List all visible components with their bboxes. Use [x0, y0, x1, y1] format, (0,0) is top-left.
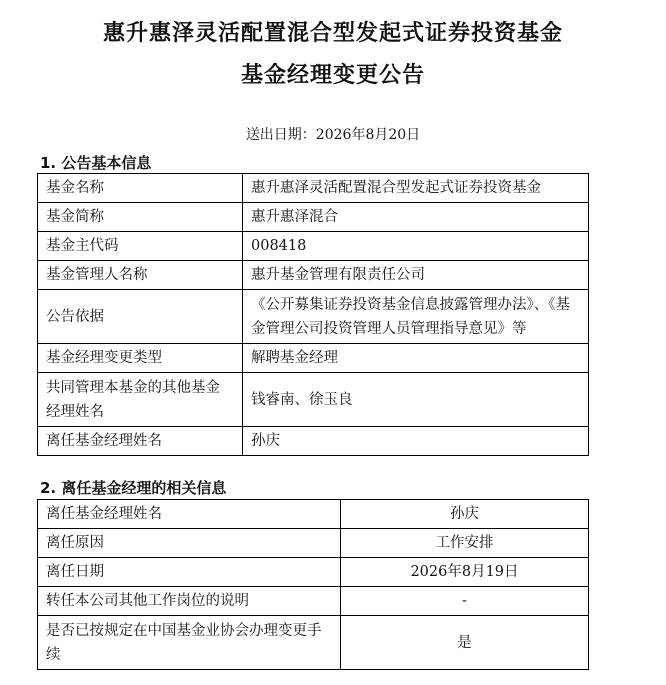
table-row [38, 203, 589, 232]
table-row [38, 373, 589, 427]
document-title: 惠升惠泽灵活配置混合型发起式证券投资基金 [102, 21, 563, 46]
table-row [38, 529, 589, 558]
row-value: 钱睿南、徐玉良 [243, 373, 589, 427]
release-date: 送出日期：2026年8月20日 [245, 127, 421, 143]
table-row [38, 587, 589, 616]
table-row [38, 232, 589, 261]
row-key: 转任本公司其他工作岗位的说明 [38, 587, 341, 616]
row-key: 离任基金经理姓名 [38, 500, 341, 529]
document-subtitle: 基金经理变更公告 [240, 63, 425, 88]
table-row [38, 616, 589, 670]
row-key: 共同管理本基金的其他基金经理姓名 [38, 373, 243, 427]
table-row [38, 500, 589, 529]
row-key: 基金简称 [38, 203, 243, 232]
basic-info-table [37, 173, 589, 456]
section-title-basic-info: 1. 公告基本信息 [40, 154, 152, 172]
row-value: 008418 [243, 232, 589, 261]
row-value: 孙庆 [243, 427, 589, 456]
row-value: 惠升惠泽灵活配置混合型发起式证券投资基金 [243, 174, 589, 203]
row-key: 离任日期 [38, 558, 341, 587]
table-row [38, 558, 589, 587]
row-value: 惠升惠泽混合 [243, 203, 589, 232]
row-value: 解聘基金经理 [243, 344, 589, 373]
row-key: 公告依据 [38, 290, 243, 344]
section-title-departing-manager: 2. 离任基金经理的相关信息 [40, 479, 227, 497]
row-key: 基金主代码 [38, 232, 243, 261]
table-row [38, 427, 589, 456]
table-row [38, 344, 589, 373]
table-row [38, 261, 589, 290]
table-row [38, 174, 589, 203]
row-key: 基金管理人名称 [38, 261, 243, 290]
row-value: 惠升基金管理有限责任公司 [243, 261, 589, 290]
row-value: 2026年8月19日 [341, 558, 589, 587]
row-value: 孙庆 [341, 500, 589, 529]
row-value: 《公开募集证券投资基金信息披露管理办法》、《基金管理公司投资管理人员管理指导意见》等 [243, 290, 589, 344]
row-key: 基金经理变更类型 [38, 344, 243, 373]
row-key: 是否已按规定在中国基金业协会办理变更手续 [38, 616, 341, 670]
row-value: 是 [341, 616, 589, 670]
departing-manager-table [37, 499, 589, 670]
row-value: - [341, 587, 589, 616]
row-key: 离任基金经理姓名 [38, 427, 243, 456]
table-row [38, 290, 589, 344]
row-key: 离任原因 [38, 529, 341, 558]
row-key: 基金名称 [38, 174, 243, 203]
row-value: 工作安排 [341, 529, 589, 558]
